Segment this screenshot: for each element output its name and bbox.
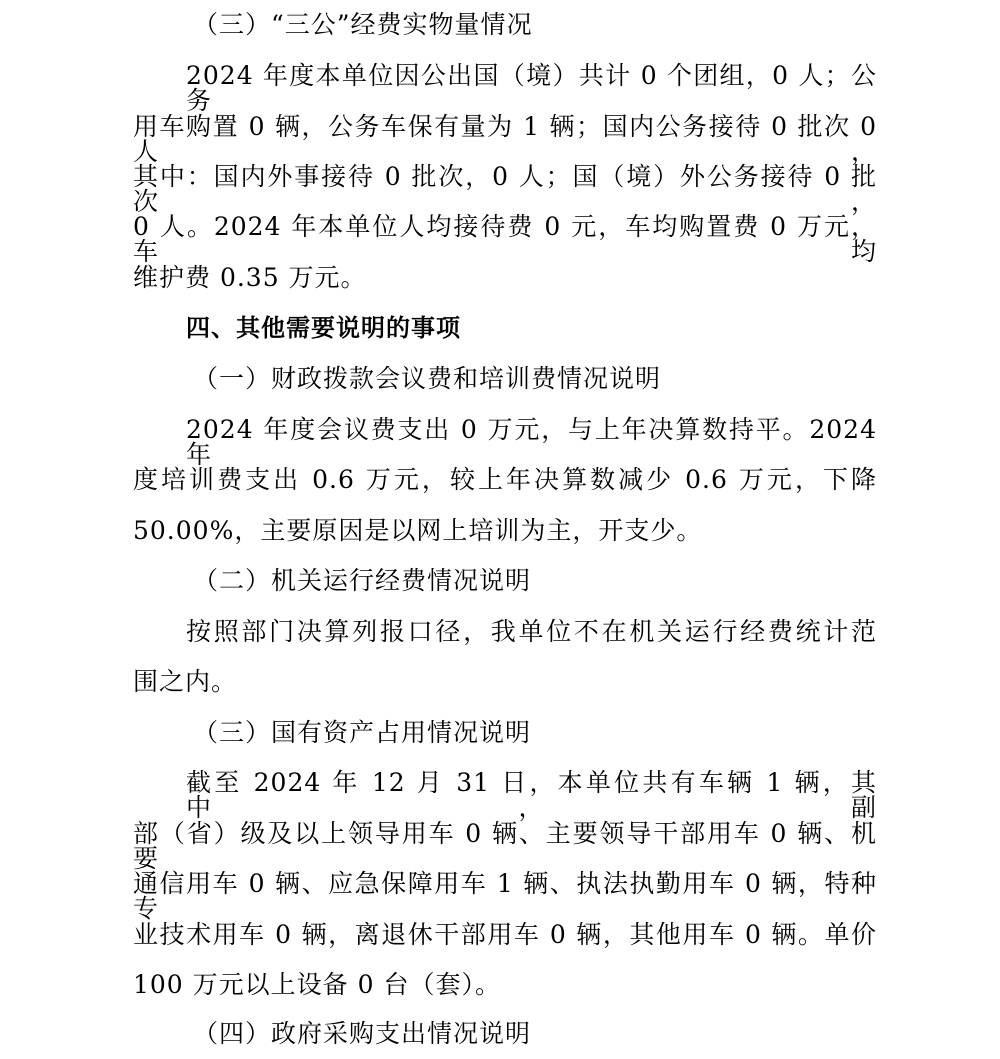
paragraph-line: 截至 2024 年 12 月 31 日，本单位共有车辆 1 辆，其中，副 bbox=[186, 768, 877, 822]
paragraph-line: 围之内。 bbox=[133, 667, 238, 696]
paragraph-line: 其中：国内外事接待 0 批次，0 人；国（境）外公务接待 0 批次， bbox=[133, 162, 877, 216]
paragraph-line: 0 人。2024 年本单位人均接待费 0 元，车均购置费 0 万元，车均 bbox=[133, 212, 877, 266]
paragraph-line: 用车购置 0 辆，公务车保有量为 1 辆；国内公务接待 0 批次 0 人， bbox=[133, 112, 877, 166]
paragraph-line: 度培训费支出 0.6 万元，较上年决算数减少 0.6 万元，下降 bbox=[133, 465, 877, 494]
paragraph-line: 2024 年度会议费支出 0 万元，与上年决算数持平。2024 年 bbox=[186, 415, 877, 469]
subsection-heading-state-assets: （三）国有资产占用情况说明 bbox=[193, 718, 532, 747]
paragraph-line: 50.00%，主要原因是以网上培训为主，开支少。 bbox=[133, 516, 703, 545]
paragraph-line: 通信用车 0 辆、应急保障用车 1 辆、执法执勤用车 0 辆，特种专 bbox=[133, 869, 877, 923]
paragraph-line: 按照部门决算列报口径，我单位不在机关运行经费统计范 bbox=[186, 617, 877, 646]
paragraph-line: 业技术用车 0 辆，离退休干部用车 0 辆，其他用车 0 辆。单价 bbox=[133, 920, 877, 949]
paragraph-line: 维护费 0.35 万元。 bbox=[133, 263, 367, 292]
subsection-heading-operating-expenses: （二）机关运行经费情况说明 bbox=[193, 566, 532, 595]
paragraph-line: 部（省）级及以上领导用车 0 辆、主要领导干部用车 0 辆、机要 bbox=[133, 819, 877, 873]
paragraph-line: 2024 年度本单位因公出国（境）共计 0 个团组，0 人；公务 bbox=[186, 61, 877, 115]
subsection-heading-government-procurement: （四）政府采购支出情况说明 bbox=[193, 1019, 532, 1048]
paragraph-line: 100 万元以上设备 0 台（套）。 bbox=[133, 970, 501, 999]
section-heading-sangong-quantities: （三）“三公”经费实物量情况 bbox=[193, 10, 533, 39]
subsection-heading-meeting-training: （一）财政拨款会议费和培训费情况说明 bbox=[193, 364, 662, 393]
section-heading-other-matters: 四、其他需要说明的事项 bbox=[186, 314, 461, 342]
